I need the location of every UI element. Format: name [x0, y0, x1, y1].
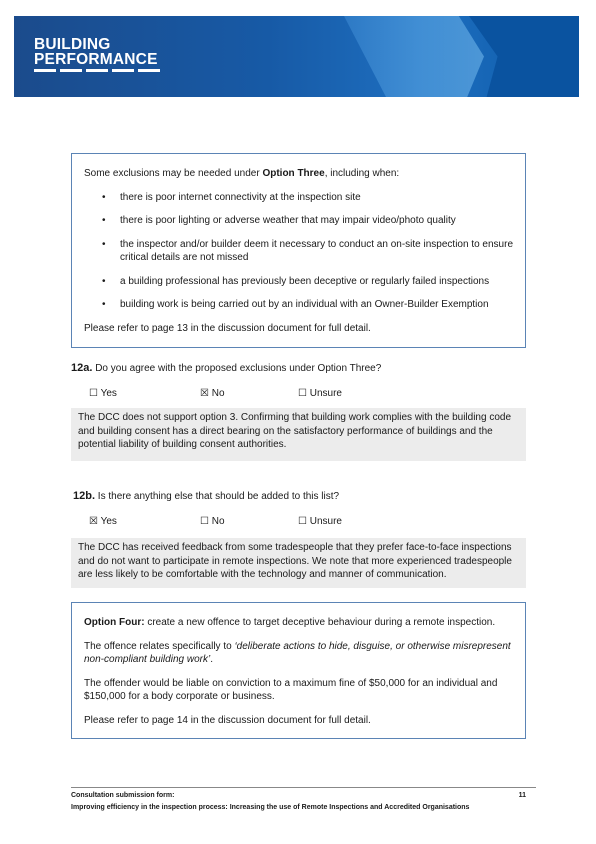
- q12b-answer[interactable]: The DCC has received feedback from some tradespeople that they prefer face-to-face inspections and do not want to participate in remote inspections. We note that more experienced tradespeople are less likely to be comfortable with the technology and manner of communication.: [71, 538, 526, 588]
- q12b-no-checkbox[interactable]: ☐ No: [200, 516, 225, 527]
- footer-line2: Improving efficiency in the inspection process: Increasing the use of Remote Inspections and Accredited Organisations: [71, 804, 470, 811]
- q12b-unsure-checkbox[interactable]: ☐ Unsure: [298, 516, 342, 527]
- option-three-intro: Some exclusions may be needed under Option Three, including when:: [84, 168, 400, 179]
- option-three-reference: Please refer to page 13 in the discussion document for full detail.: [84, 322, 371, 334]
- question-text: Do you agree with the proposed exclusions under Option Three?: [95, 363, 382, 374]
- list-item: • there is poor lighting or adverse weather that may impair video/photo quality: [84, 214, 513, 228]
- question-text: Is there anything else that should be added to this list?: [97, 491, 340, 502]
- option-three-box: [71, 153, 526, 348]
- q12a-no-checkbox[interactable]: ☒ No: [200, 388, 225, 399]
- q12a-yes-checkbox[interactable]: ☐ Yes: [89, 388, 117, 399]
- banner-decoration: [344, 16, 484, 97]
- logo-line1: BUILDING: [34, 36, 111, 53]
- q12b-yes-checkbox[interactable]: ☒ Yes: [89, 516, 117, 527]
- building-performance-logo: [34, 37, 160, 72]
- logo-underline: [34, 69, 160, 72]
- list-item: • the inspector and/or builder deem it necessary to conduct an on-site inspection to ensure critical details are not missed: [84, 238, 513, 265]
- question-12a: [71, 362, 381, 374]
- question-12b: [73, 490, 339, 502]
- option-four-reference: Please refer to page 14 in the discussion document for full detail.: [84, 714, 371, 726]
- logo-line2: PERFORMANCE: [34, 51, 158, 68]
- list-item: • a building professional has previously been deceptive or regularly failed inspections: [84, 275, 513, 289]
- exclusions-list: [84, 191, 513, 312]
- q12b-options: [89, 516, 409, 530]
- q12a-unsure-checkbox[interactable]: ☐ Unsure: [298, 388, 342, 399]
- page-footer: [71, 787, 536, 814]
- option-four-title: Option Four: create a new offence to target deceptive behaviour during a remote inspection.: [84, 617, 496, 628]
- option-four-box: [71, 602, 526, 739]
- footer-line1: Consultation submission form:: [71, 792, 175, 799]
- option-four-offence: The offence relates specifically to ‘deliberate actions to hide, disguise, or otherwise misrepresent non-compliant building work’.: [84, 640, 511, 665]
- banner-decoration-right: [469, 16, 579, 97]
- question-number: 12a.: [71, 362, 93, 374]
- list-item: • there is poor internet connectivity at the inspection site: [84, 191, 513, 205]
- q12a-options: [89, 388, 409, 402]
- q12a-answer[interactable]: The DCC does not support option 3. Confirming that building work complies with the building code and building consent has a direct bearing on the satisfactory performance of buildings and the potential liability of building consent authorities.: [71, 408, 526, 461]
- page-number: 11: [518, 792, 526, 799]
- list-item: • building work is being carried out by an individual with an Owner-Builder Exemption: [84, 298, 513, 312]
- option-four-penalty: The offender would be liable on conviction to a maximum fine of $50,000 for an individual and $150,000 for a body corporate or business.: [84, 677, 498, 702]
- question-number: 12b.: [73, 490, 96, 502]
- header-banner: [14, 16, 579, 97]
